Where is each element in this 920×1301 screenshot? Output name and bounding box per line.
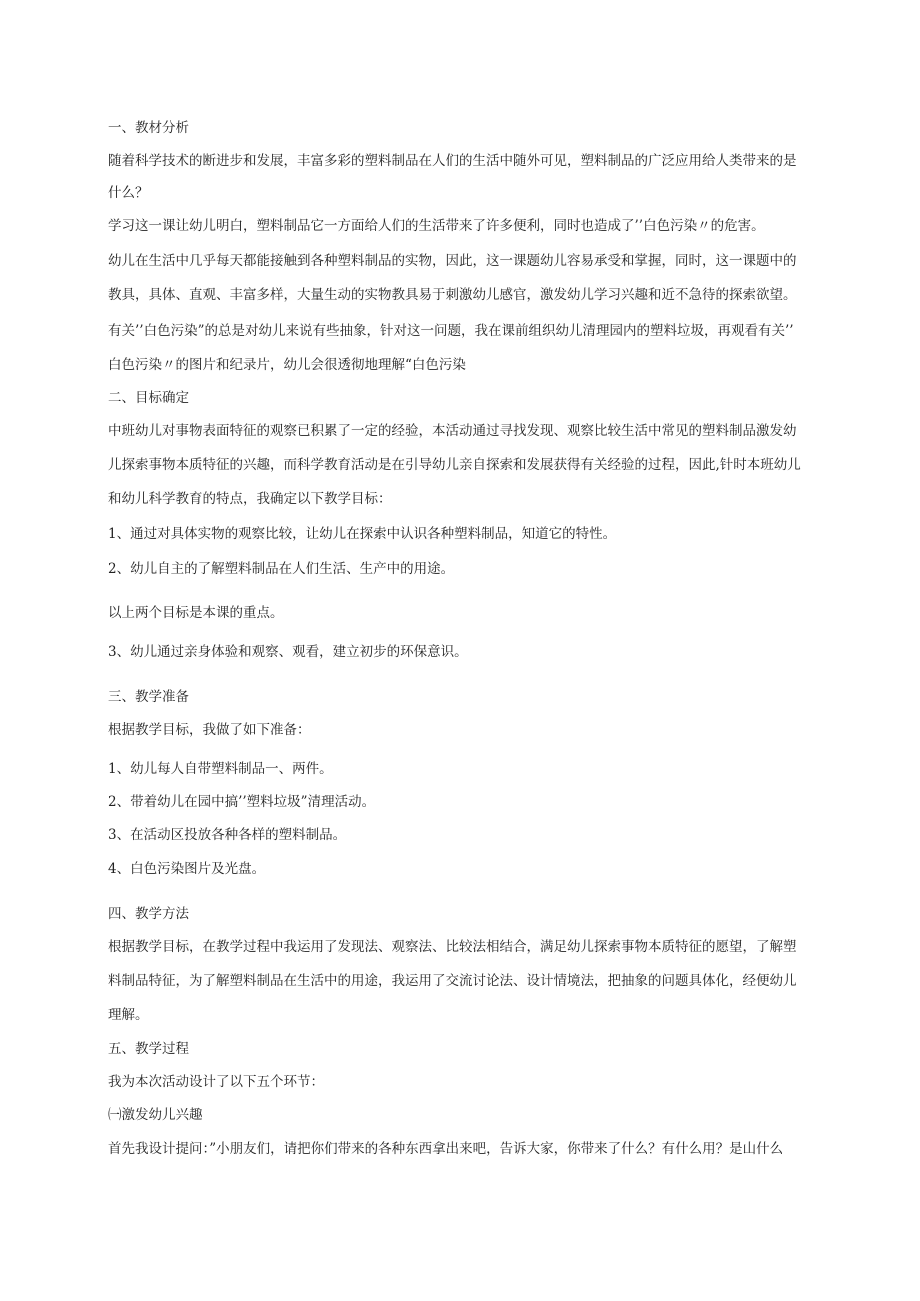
list-item: 3、幼儿通过亲身体验和观察、观看，建立初步的环保意识。 <box>108 644 468 660</box>
paragraph-line: 根据教学目标，我做了如下准备： <box>108 722 311 738</box>
list-item: 4、白色污染图片及光盘。 <box>108 861 266 877</box>
paragraph-line: 随着科学技术的断进步和发展，丰富多彩的塑料制品在人们的生活中随外可见，塑料制品的广泛应用给人类带来的是 <box>108 153 797 169</box>
list-item: 2、带着幼儿在园中搞’’塑料垃圾”清理活动。 <box>108 794 376 810</box>
paragraph-line: 什么？ <box>108 185 149 201</box>
subheading: ㈠激发幼儿兴趣 <box>108 1107 203 1123</box>
paragraph-line: 理解。 <box>108 1007 149 1023</box>
paragraph-line: 以上两个目标是本课的重点。 <box>108 605 284 621</box>
list-item: 1、通过对具体实物的观察比较，让幼儿在探索中认识各种塑料制品，知道它的特性。 <box>108 526 617 542</box>
paragraph-line: 我为本次活动设计了以下五个环节： <box>108 1074 324 1090</box>
paragraph-line: 儿探索事物本质特征的兴趣，而科学教育活动是在引导幼儿亲自探索和发展获得有关经验的过程，因此,针时本班幼儿 <box>108 457 801 473</box>
paragraph-line: 学习这一课让幼儿明白，塑料制品它一方面给人们的生活带来了许多便利，同时也造成了’’白色污染〃的危害。 <box>108 218 765 234</box>
list-item: 3、在活动区投放各种各样的塑料制品。 <box>108 827 347 843</box>
paragraph-line: 有关’’白色污染”的总是对幼儿来说有些抽象，针对这一问题，我在课前组织幼儿清理园内的塑料垃圾，再观看有关’’ <box>108 323 794 339</box>
paragraph-line: 料制品特征，为了解塑料制品在生活中的用途，我运用了交流讨论法、设计情境法，把抽象的问题具体化，经便幼儿 <box>108 973 797 989</box>
paragraph-line: 白色污染〃的图片和纪录片，幼儿会很透彻地理解“白色污染 <box>108 357 466 373</box>
heading-process: 五、教学过程 <box>108 1041 189 1057</box>
paragraph-line: 幼儿在生活中几乎每天都能接触到各种塑料制品的实物，因此，这一课题幼儿容易承受和掌握，同时，这一课题中的 <box>108 253 797 269</box>
list-item: 2、幼儿自主的了解塑料制品在人们生活、生产中的用途。 <box>108 561 455 577</box>
heading-textbook-analysis: 一、教材分析 <box>108 120 189 136</box>
heading-goals: 二、目标确定 <box>108 390 189 406</box>
paragraph-line: 和幼儿科学教育的特点，我确定以下教学目标： <box>108 491 392 507</box>
paragraph-line: 中班幼儿对事物表面特征的观察已积累了一定的经验，本活动通过寻找发现、观察比较生活中常见的塑料制品激发幼 <box>108 423 797 439</box>
heading-preparation: 三、教学准备 <box>108 689 189 705</box>
paragraph-line: 首先我设计提问：”小朋友们，请把你们带来的各种东西拿出来吧，告诉大家，你带来了什么？有什么用？是山什么 <box>108 1141 784 1157</box>
paragraph-line: 根据教学目标，在教学过程中我运用了发现法、观察法、比较法相结合，满足幼儿探索事物本质特征的愿望，了解塑 <box>108 939 797 955</box>
list-item: 1、幼儿每人自带塑料制品一、两件。 <box>108 761 333 777</box>
paragraph-line: 教具，具体、直观、丰富多样，大量生动的实物教具易于刺激幼儿感官，激发幼儿学习兴趣和近不急待的探索欲望。 <box>108 287 797 303</box>
heading-methods: 四、教学方法 <box>108 906 189 922</box>
